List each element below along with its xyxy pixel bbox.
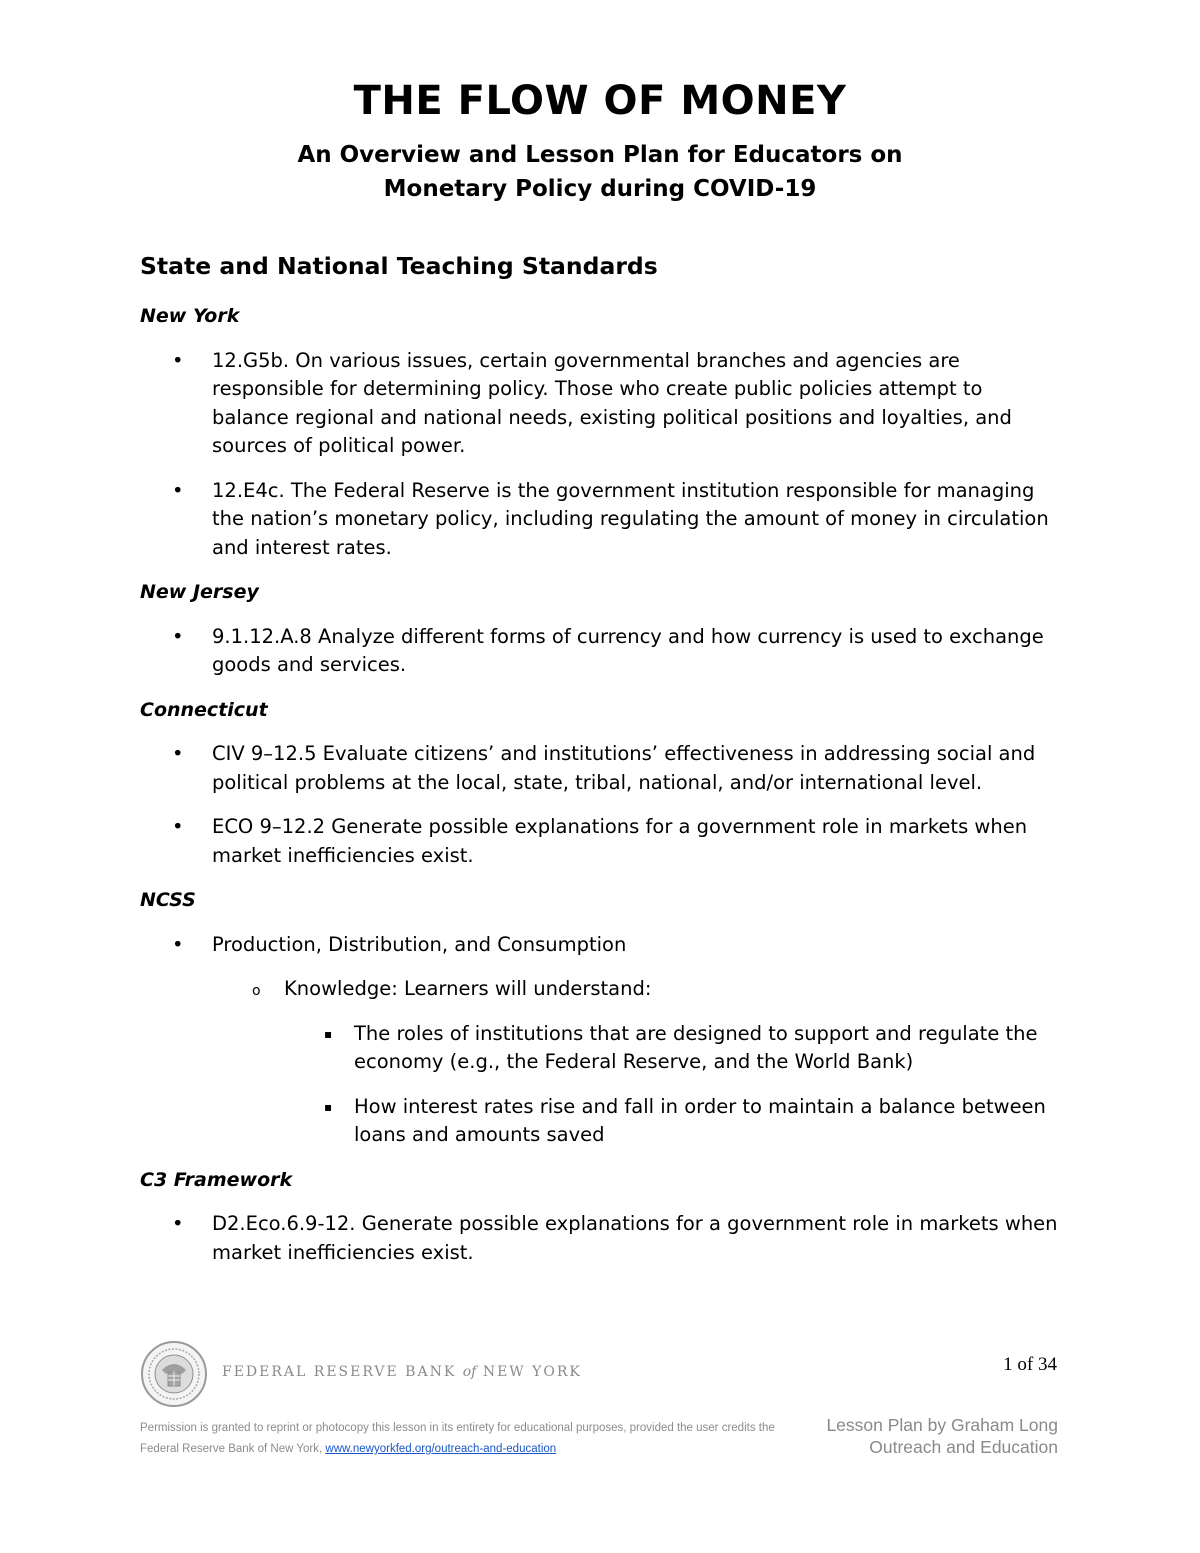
bullet-icon: •	[172, 932, 184, 956]
bullet-icon: •	[172, 624, 184, 648]
list-item: ▪ The roles of institutions that are designed to support and regulate the economy (e.g., the Federal Reserve, and the World Bank)	[324, 1021, 1038, 1073]
standards-content	[140, 302, 1060, 1283]
new-york-list	[140, 347, 1060, 563]
lesson-credits	[826, 1414, 1058, 1458]
list-item: • 9.1.12.A.8 Analyze different forms of currency and how currency is used to exchange goods and services.	[172, 624, 1044, 676]
state-heading-connecticut: Connecticut	[140, 698, 268, 721]
state-heading-new-york: New York	[140, 305, 240, 327]
bullet-icon: •	[172, 348, 184, 372]
list-item: • ECO 9–12.2 Generate possible explanations for a government role in markets when market inefficiencies exist.	[172, 815, 1028, 867]
list-item: • 12.E4c. The Federal Reserve is the government institution responsible for managing the nation’s monetary policy, including regulating the amount of money in circulation and interest rates.	[172, 478, 1049, 559]
list-item: o Knowledge: Learners will understand: ▪ The roles of institutions that are designed to support and regulate the economy (e.g., the Federal Reserve, and the World Bank) ▪ How interest rates rise and fall in order to maintain a balance between loans and amounts saved	[212, 975, 1060, 1150]
circle-bullet-icon: o	[252, 983, 261, 999]
credit-author: Lesson Plan by Graham Long	[826, 1415, 1058, 1435]
list-item: • Production, Distribution, and Consumption o Knowledge: Learners will understand: ▪ The roles of institutions that are designed to support and regulate the economy (e.g., the Federal Reserve, and the World Bank) ▪ How interest rates rise and fall in order to maintain a balance between loans and amounts saved	[140, 931, 1060, 1150]
heading-c3-framework: C3 Framework	[140, 1168, 293, 1191]
bullet-icon: •	[172, 742, 184, 765]
subtitle-line-1: An Overview and Lesson Plan for Educators on	[297, 142, 903, 168]
square-bullet-icon: ▪	[324, 1026, 333, 1041]
square-bullet-icon: ▪	[324, 1099, 333, 1114]
ncss-sub-list	[212, 975, 1060, 1150]
ncss-list	[140, 931, 1060, 1150]
connecticut-list	[140, 740, 1060, 870]
bank-name: FEDERAL RESERVE BANK of NEW YORK	[222, 1364, 582, 1380]
page-number: 1 of 34	[1003, 1354, 1057, 1375]
newyorkfed-link[interactable]: www.newyorkfed.org/outreach-and-education	[325, 1443, 557, 1455]
list-item: • 12.G5b. On various issues, certain governmental branches and agencies are responsible for determining policy. Those who create public policies attempt to balance regional and national needs, existing political positions and loyalties, and sources of political power.	[172, 348, 1012, 457]
document-title: THE FLOW OF MONEY	[353, 78, 847, 124]
c3-list	[140, 1210, 1060, 1267]
list-item: ▪ How interest rates rise and fall in order to maintain a balance between loans and amounts saved	[324, 1094, 1046, 1146]
state-heading-new-jersey: New Jersey	[140, 581, 259, 603]
bullet-icon: •	[172, 478, 184, 502]
credit-department: Outreach and Education	[869, 1437, 1058, 1457]
subtitle-line-2: Monetary Policy during COVID-19	[383, 176, 817, 202]
permission-notice: Permission is granted to reprint or photocopy this lesson in its entirety for educational purposes, provided the user credits the Federal Reserve Bank of New York, www.newyorkfed.org/outreach-and-education	[140, 1422, 775, 1455]
federal-reserve-seal-icon	[140, 1340, 208, 1408]
document-subtitle	[0, 138, 1200, 206]
new-jersey-list	[140, 623, 1060, 680]
section-heading: State and National Teaching Standards	[140, 252, 658, 280]
ncss-sub-sub-list	[284, 1020, 1060, 1150]
list-item: • CIV 9–12.5 Evaluate citizens’ and institutions’ effectiveness in addressing social and political problems at the local, state, tribal, national, and/or international level.	[172, 742, 1036, 794]
list-item: • D2.Eco.6.9-12. Generate possible explanations for a government role in markets when market inefficiencies exist.	[172, 1212, 1058, 1264]
bullet-icon: •	[172, 1212, 184, 1235]
bullet-icon: •	[172, 815, 184, 838]
heading-ncss: NCSS	[140, 889, 196, 911]
